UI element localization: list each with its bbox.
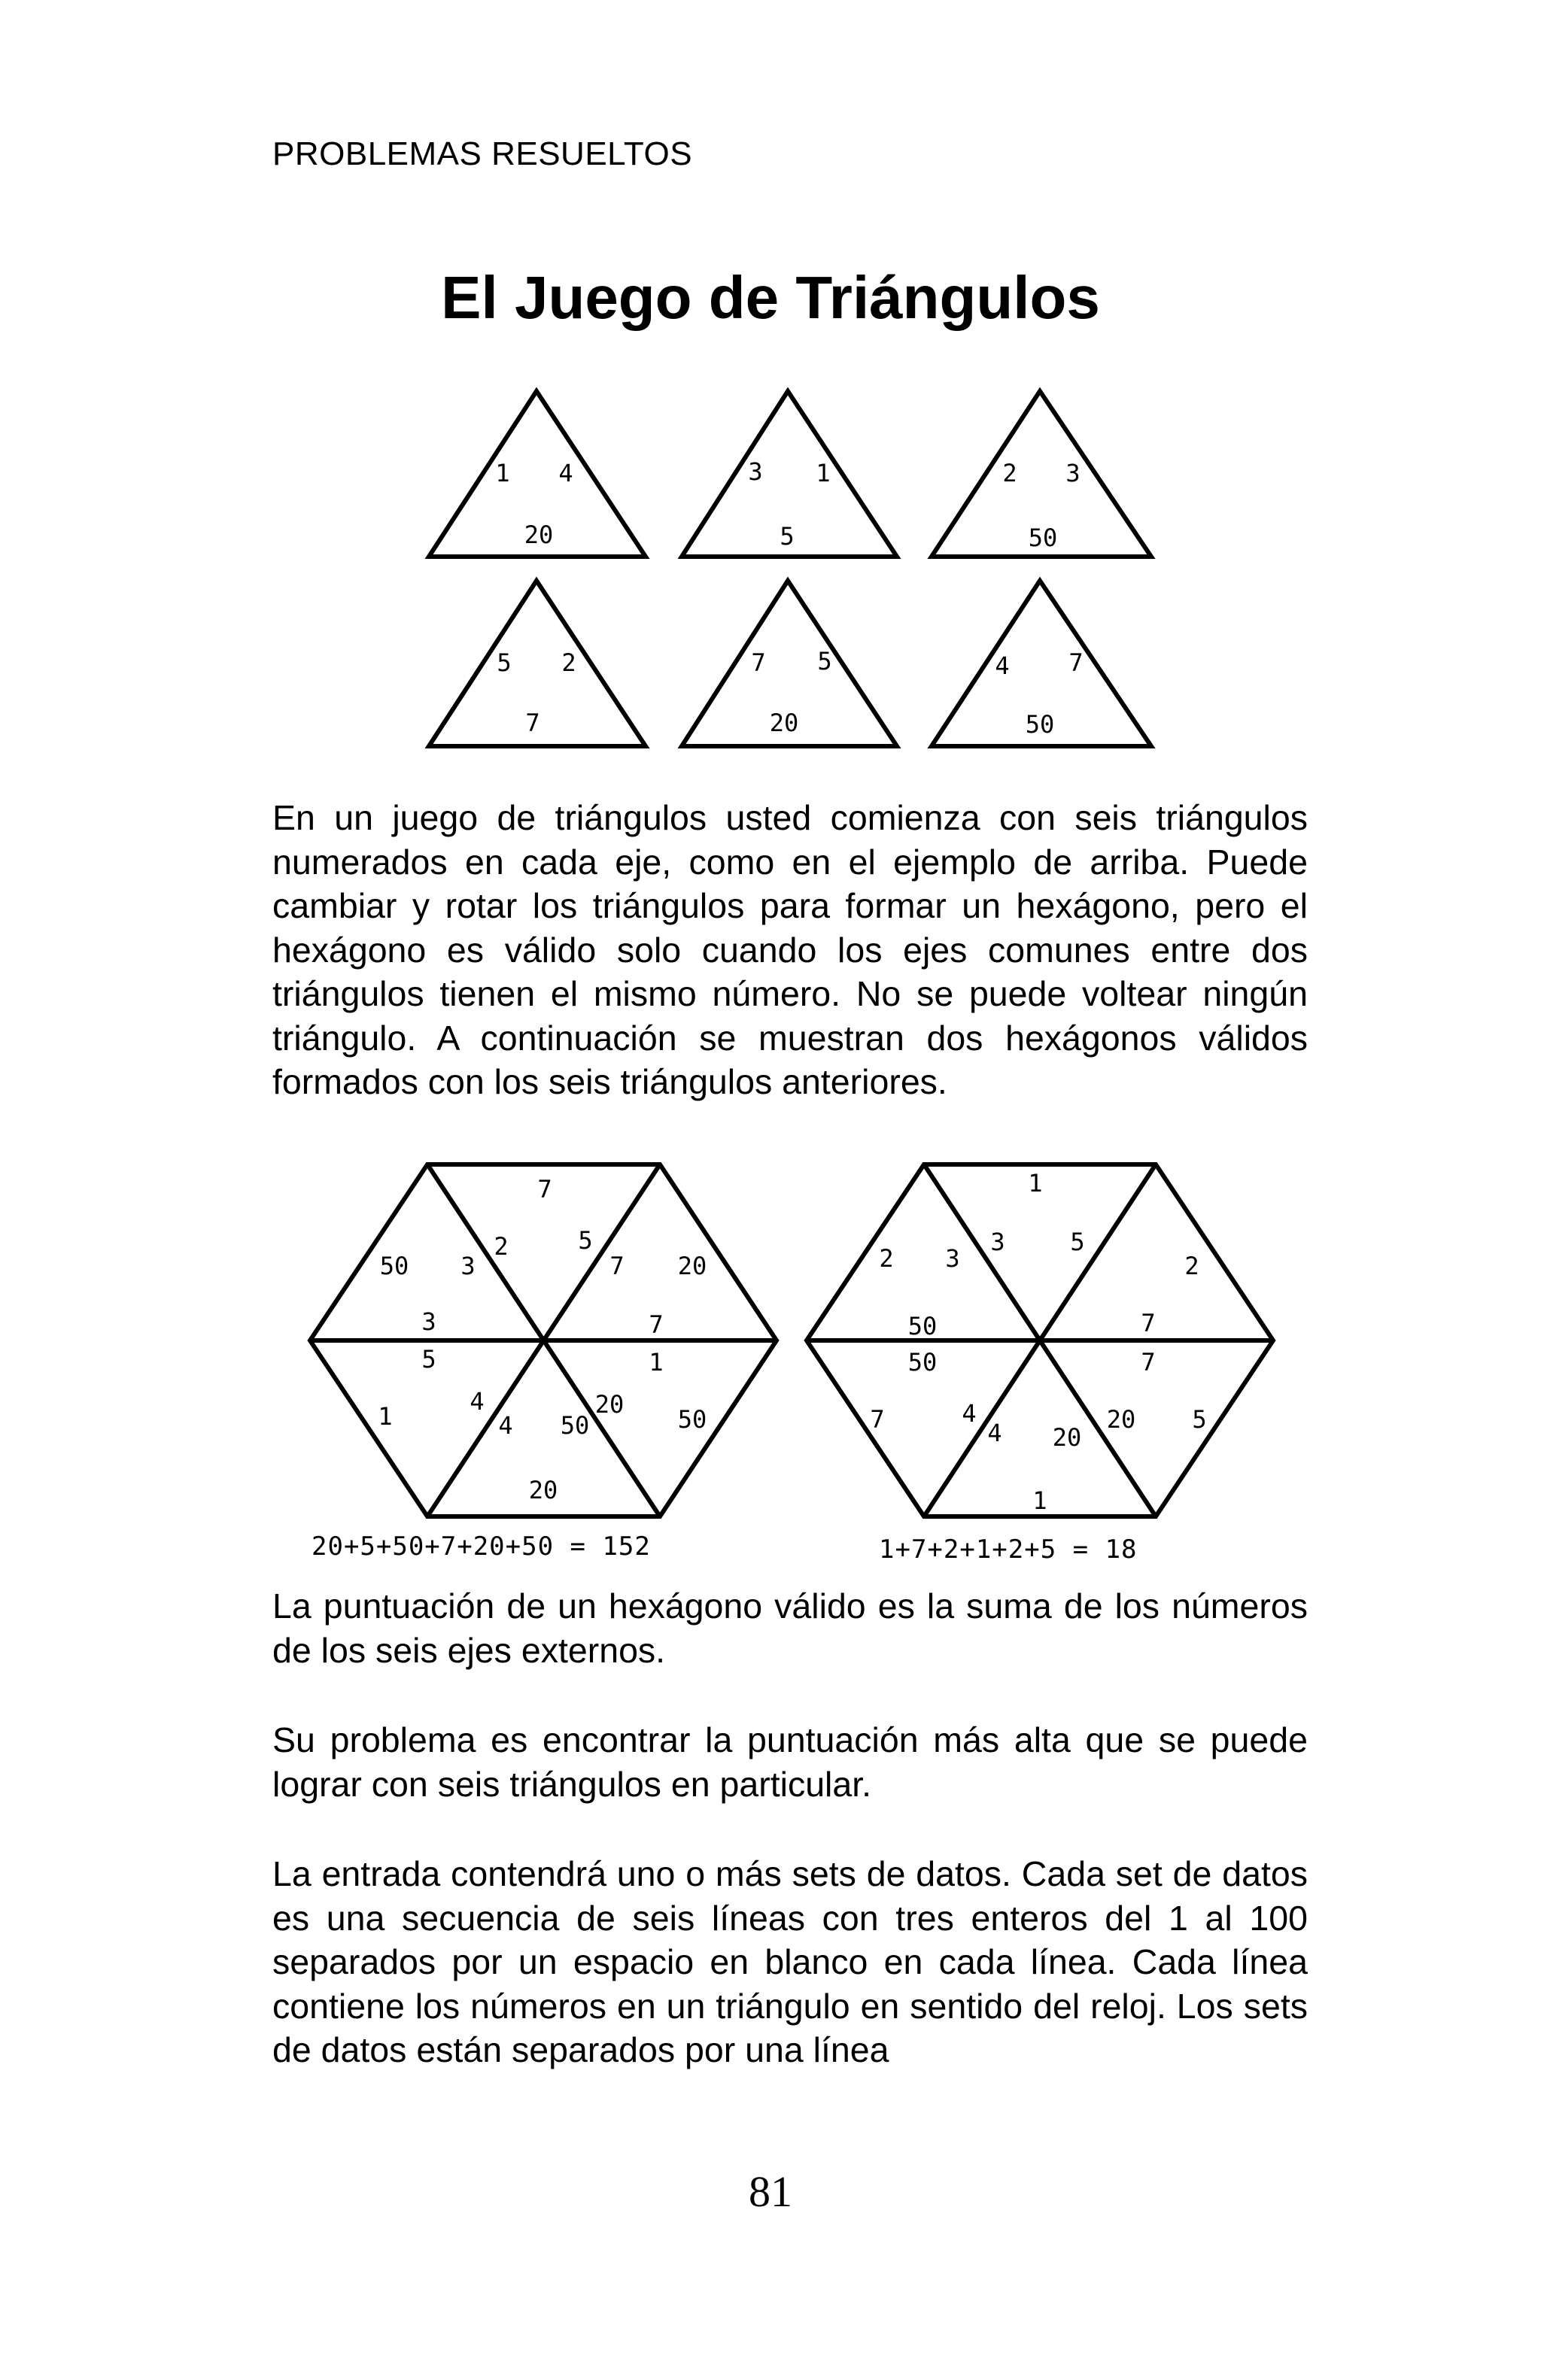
input-paragraph: La entrada contendrá uno o más sets de datos. Cada set de datos es una secuencia de seis líneas con tres enteros del 1 al 100 separados por un espacio en blanco en cada línea. Cada línea contiene los números en un triángulo en sentido del reloj. Los sets de datos están separados por una línea [272,1854,1308,2069]
intro-paragraph: En un juego de triángulos usted comienza con seis triángulos numerados en cada eje, como en el ejemplo de arriba. Puede cambiar y rotar los triángulos para formar un hexágono, pero el hexágono es válido solo cuando los ejes comunes entre dos triángulos tienen el mismo número. No se puede voltear ningún triángulo. A continuación se muestran dos hexágonos válidos formados con los seis triángulos anteriores. [272,798,1308,1101]
hex1-label: 1 [649,1348,664,1377]
triangle-1-right: 4 [558,459,573,487]
hex2-label: 50 [907,1348,938,1377]
hex2-label: 5 [1070,1228,1085,1256]
triangle-6-bottom: 50 [1025,710,1055,739]
hexagon-2-score: 1+7+2+1+2+5 = 18 [879,1535,1138,1565]
triangle-3-left: 2 [1002,459,1017,487]
page-number: 81 [749,2167,792,2216]
page-title: El Juego de Triángulos [441,264,1100,331]
score-paragraph: La puntuación de un hexágono válido es la suma de los números de los seis ejes externos. [272,1586,1308,1670]
triangle-2-right: 1 [816,459,831,487]
triangle-1-left: 1 [495,459,510,487]
hex2-label: 4 [962,1399,977,1428]
triangle-6-left: 4 [995,651,1010,680]
triangle-6-right: 7 [1068,648,1084,677]
triangle-5-right: 5 [817,647,832,675]
hex2-label: 20 [1052,1423,1082,1452]
hex1-label: 4 [498,1411,513,1440]
triangle-4-bottom: 7 [525,709,540,737]
hex1-label: 7 [609,1252,625,1280]
hex1-label: 20 [528,1476,558,1504]
hex2-label: 7 [870,1405,885,1434]
hex2-label: 20 [1106,1405,1136,1434]
triangle-4-right: 2 [561,648,576,677]
triangle-5-bottom: 20 [769,709,799,737]
hex1-label: 20 [677,1252,707,1280]
hex2-label: 3 [990,1228,1005,1256]
hex1-label: 3 [421,1307,436,1336]
hex2-label: 5 [1192,1405,1207,1434]
hex1-label: 50 [560,1411,590,1440]
hex2-label: 50 [907,1312,938,1340]
hex1-label: 2 [494,1232,509,1261]
triangle-1-bottom: 20 [524,521,554,549]
hex2-label: 1 [1028,1169,1043,1198]
hex2-label: 2 [1184,1252,1199,1280]
problem-paragraph: Su problema es encontrar la puntuación más alta que se puede lograr con seis triángulos en particular. [272,1720,1308,1804]
triangle-4-left: 5 [497,648,512,677]
hex1-label: 20 [594,1390,625,1419]
triangle-2-bottom: 5 [780,522,795,551]
hex1-label: 3 [460,1252,476,1280]
hex1-label: 7 [537,1175,552,1204]
triangle-3-right: 3 [1065,459,1081,487]
hex2-label: 7 [1141,1309,1156,1337]
hex2-label: 3 [945,1244,960,1273]
triangle-2-left: 3 [748,457,763,486]
hex1-label: 4 [470,1387,485,1416]
hex1-label: 50 [379,1252,409,1280]
hex1-label: 5 [578,1226,593,1255]
triangle-3-bottom: 50 [1028,524,1058,552]
hexagon-1-score: 20+5+50+7+20+50 = 152 [312,1532,651,1562]
hex2-label: 7 [1141,1348,1156,1377]
hex1-label: 50 [677,1405,707,1434]
hex2-label: 1 [1032,1486,1047,1515]
hexagon-1 [310,1164,777,1516]
triangle-5-left: 7 [751,648,766,677]
hex1-label: 7 [649,1310,664,1339]
hex1-label: 1 [378,1402,393,1431]
hexagon-2 [807,1164,1273,1516]
hex2-label: 2 [879,1244,894,1273]
hex2-label: 4 [987,1419,1002,1447]
hex1-label: 5 [421,1345,436,1374]
running-head: PROBLEMAS RESUELTOS [272,135,693,172]
